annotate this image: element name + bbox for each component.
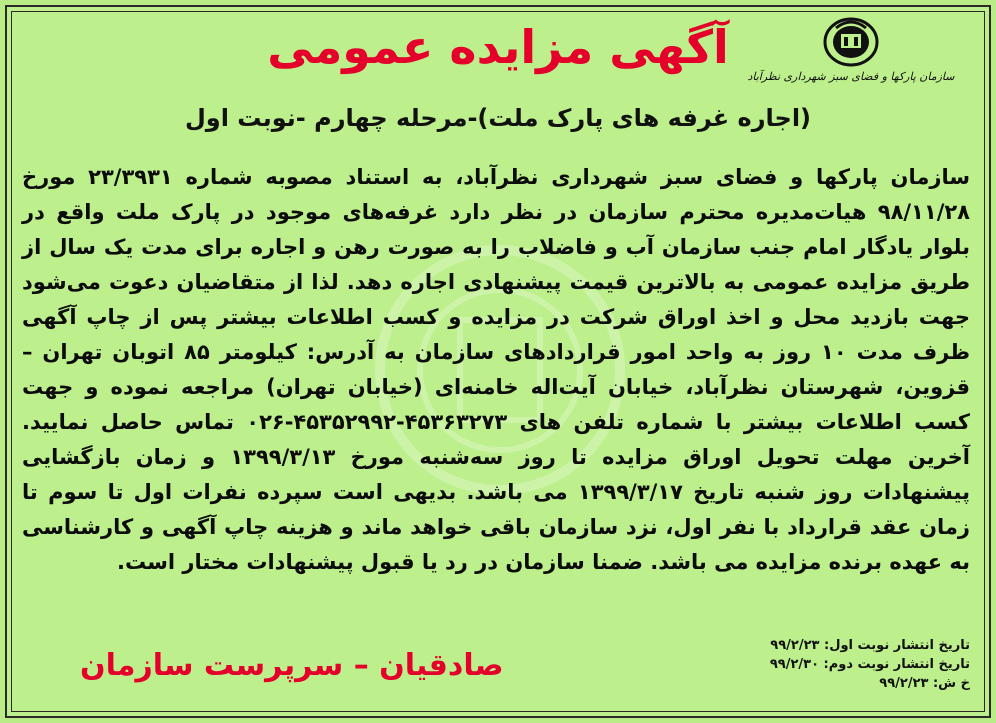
publication-date-first: تاریخ انتشار نوبت اول: ۹۹/۲/۲۳ [770, 638, 970, 653]
notice-body [22, 160, 970, 580]
publication-dates [650, 636, 970, 693]
signature: صادقیان – سرپرست سازمان [80, 648, 504, 683]
notice-paragraph: سازمان پارکها و فضای سبز شهرداری نظرآباد، به استناد مصوبه شماره ۲۳/۳۹۳۱ مورخ ۹۸/۱۱/۲۸ هیات‌مدیره محترم سازمان در نظر دارد غرفه‌های موجود در پارک ملت واقع در بلوار یادگار امام جنب سازمان آب و فاضلاب را به صورت رهن و اجاره برای مدت یک سال از طریق مزایده عمومی به بالاترین قیمت پیشنهادی اجاره دهد. لذا از متقاضیان دعوت می‌شود جهت بازدید محل و اخذ اوراق شرکت در مزایده و کسب اطلاعات بیشتر پس از چاپ آگهی ظرف مدت ۱۰ روز به واحد امور قراردادهای سازمان به آدرس: کیلومتر ۸۵ اتوبان تهران – قزوین، شهرستان نظرآباد، خیابان آیت‌اله خامنه‌ای (خیابان تهران) مراجعه نموده و جهت کسب اطلاعات بیشتر با شماره تلفن های ۴۵۳۶۳۲۷۳-۴۵۳۵۲۹۹۲-۰۲۶ تماس حاصل نمایید. آخرین مهلت تحویل اوراق مزایده تا روز سه‌شنبه مورخ ۱۳۹۹/۳/۱۳ و زمان بازگشایی پیشنهادات روز شنبه تاریخ ۱۳۹۹/۳/۱۷ می باشد. بدیهی است سپرده نفرات اول تا سوم تا زمان عقد قرارداد با نفر اول، نزد سازمان باقی خواهد ماند و هزینه چاپ آگهی و کارشناسی به عهده برنده مزایده می باشد. ضمنا سازمان در رد یا قبول پیشنهادات مختار است. [22, 165, 971, 574]
notice-title: آگهی مزایده عمومی [267, 20, 729, 74]
publication-date-second: تاریخ انتشار نوبت دوم: ۹۹/۲/۳۰ [769, 657, 970, 672]
publication-code: خ ش: ۹۹/۲/۲۳ [879, 676, 970, 691]
notice-subtitle: (اجاره غرفه های پارک ملت)-مرحله چهارم -نوبت اول [184, 104, 812, 132]
logo-caption: سازمان پارکها و فضای سبز شهرداری نظرآباد [747, 70, 955, 83]
